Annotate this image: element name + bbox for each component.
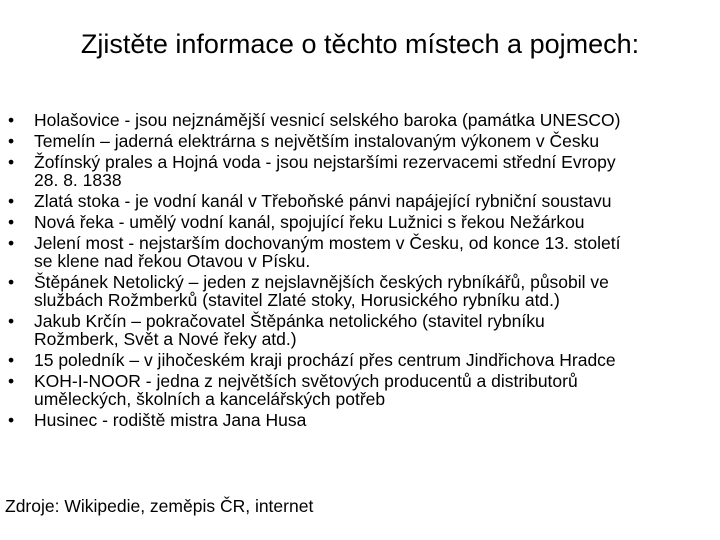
bullet-text-line: Holašovice - jsou nejznámější vesnicí selského baroka (památka UNESCO)	[34, 110, 621, 130]
bullet-list	[8, 111, 708, 432]
bullet-text-line: 15 poledník – v jihočeském kraji prochází přes centrum Jindřichova Hradce	[34, 350, 616, 370]
bullet-text-line: Zlatá stoka - je vodní kanál v Třeboňské pánvi napájející rybniční soustavu	[34, 191, 612, 211]
bullet-text-line: Husinec - rodiště mistra Jana Husa	[34, 410, 307, 430]
bullet-item	[8, 273, 708, 309]
bullet-text-line: službách Rožmberků (stavitel Zlaté stoky, Horusického rybníku atd.)	[34, 290, 560, 310]
bullet-text-line: Rožmberk, Svět a Nové řeky atd.)	[34, 329, 297, 349]
bullet-marker: •	[8, 131, 15, 151]
bullet-text-line: uměleckých, školních a kancelářských potřeb	[34, 389, 386, 409]
bullet-marker: •	[8, 350, 15, 370]
bullet-text-line: Temelín – jaderná elektrárna s největším instalovaným výkonem v Česku	[34, 131, 600, 151]
bullet-marker: •	[8, 272, 15, 292]
bullet-marker: •	[8, 233, 15, 253]
bullet-marker: •	[8, 371, 15, 391]
bullet-item	[8, 411, 708, 429]
bullet-marker: •	[8, 311, 15, 331]
bullet-marker: •	[8, 212, 15, 232]
bullet-item	[8, 234, 708, 270]
bullet-item	[8, 372, 708, 408]
bullet-text-line: KOH-I-NOOR - jedna z největších světových producentů a distributorů	[34, 371, 578, 391]
bullet-text-line: Štěpánek Netolický – jeden z nejslavnějších českých rybníkářů, působil ve	[34, 272, 609, 292]
bullet-item	[8, 153, 708, 189]
bullet-marker: •	[8, 152, 15, 172]
bullet-marker: •	[8, 191, 15, 211]
bullet-item	[8, 192, 708, 210]
bullet-item	[8, 351, 708, 369]
bullet-item	[8, 312, 708, 348]
bullet-text-line: Nová řeka - umělý vodní kanál, spojující řeku Lužnici s řekou Nežárkou	[34, 212, 585, 232]
slide-title: Zjistěte informace o těchto místech a pojmech:	[80, 29, 640, 59]
bullet-text-line: 28. 8. 1838	[34, 170, 122, 190]
bullet-item	[8, 132, 708, 150]
sources-note: Zdroje: Wikipedie, zeměpis ČR, internet	[5, 496, 314, 516]
bullet-item	[8, 213, 708, 231]
bullet-text-line: Žofínský prales a Hojná voda - jsou nejstaršími rezervacemi střední Evropy	[34, 152, 616, 172]
bullet-text-line: Jelení most - nejstarším dochovaným mostem v Česku, od konce 13. století	[34, 233, 621, 253]
bullet-text-line: Jakub Krčín – pokračovatel Štěpánka netolického (stavitel rybníku	[34, 311, 545, 331]
bullet-item	[8, 111, 708, 129]
bullet-marker: •	[8, 110, 15, 130]
bullet-marker: •	[8, 410, 15, 430]
bullet-text-line: se klene nad řekou Otavou v Písku.	[34, 251, 311, 271]
